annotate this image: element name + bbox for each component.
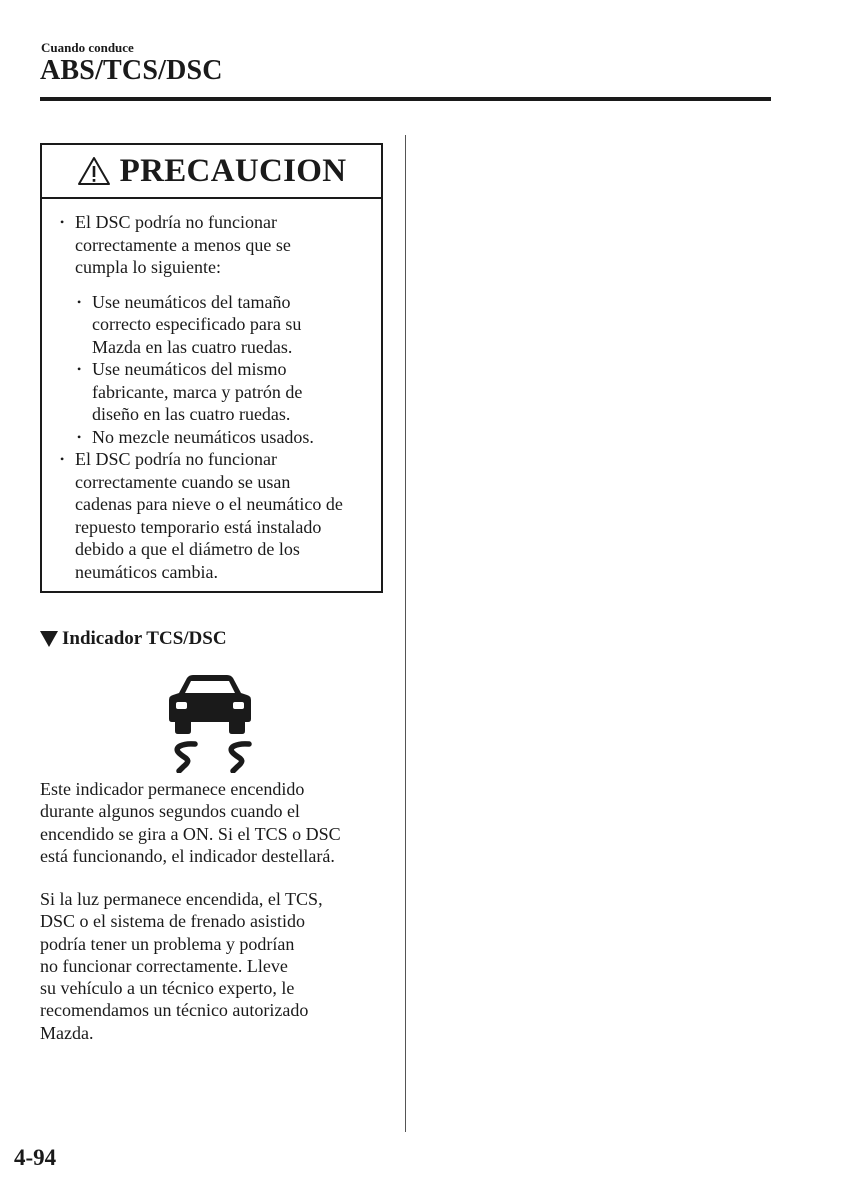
text-line: • Use neumáticos del mismo: [92, 359, 287, 379]
column-divider: [405, 135, 406, 1132]
header-rule: [40, 97, 771, 101]
text-line: durante algunos segundos cuando el: [40, 801, 300, 822]
text-line: está funcionando, el indicador destellará.: [40, 845, 335, 866]
text-line: no funcionar correctamente. Lleve: [40, 955, 288, 976]
text-line: Si la luz permanece encendida, el TCS,: [40, 889, 323, 909]
text-line: • No mezcle neumáticos usados.: [92, 426, 314, 447]
text-line: diseño en las cuatro ruedas.: [92, 404, 291, 424]
text-line: Mazda.: [40, 1022, 94, 1043]
caution-sub-bullet: [77, 358, 375, 426]
triangle-down-icon: [40, 631, 58, 647]
tcs-dsc-skid-car-icon: [165, 673, 255, 773]
indicator-description: [40, 778, 390, 867]
text-line: Este indicador permanece encendido: [40, 779, 305, 799]
text-line: podría tener un problema y podrían: [40, 933, 295, 954]
caution-bullet: [60, 448, 375, 583]
indicator-warning-text: [40, 888, 390, 1044]
text-line: encendido se gira a ON. Si el TCS o DSC: [40, 823, 341, 844]
caution-body: [42, 199, 381, 583]
text-line: correctamente cuando se usan: [75, 471, 291, 492]
text-line: correcto especificado para su: [92, 314, 302, 334]
page-number: 4-94: [14, 1145, 57, 1170]
caution-bullet: [60, 211, 375, 279]
text-line: • El DSC podría no funcionar: [75, 449, 277, 469]
caution-sub-list: [60, 291, 375, 449]
text-line: cadenas para nieve o el neumático de: [75, 494, 343, 514]
text-line: DSC o el sistema de frenado asistido: [40, 911, 305, 932]
section-label: Cuando conduce: [41, 40, 134, 55]
text-line: debido a que el diámetro de los: [75, 539, 300, 559]
text-line: • Use neumáticos del tamaño: [92, 291, 291, 312]
caution-title: PRECAUCION: [119, 152, 347, 189]
text-line: neumáticos cambia.: [75, 561, 218, 582]
text-line: correctamente a menos que se: [75, 234, 291, 255]
caution-sub-bullet: [77, 426, 375, 449]
text-line: fabricante, marca y patrón de: [92, 381, 303, 402]
text-line: su vehículo a un técnico experto, le: [40, 978, 295, 999]
text-line: • El DSC podría no funcionar: [75, 212, 277, 232]
caution-box: [40, 143, 383, 593]
page-title: ABS/TCS/DSC: [40, 55, 223, 86]
caution-header: [42, 145, 381, 199]
text-line: repuesto temporario está instalado: [75, 516, 322, 537]
text-line: cumpla lo siguiente:: [75, 257, 221, 277]
text-line: recomendamos un técnico autorizado: [40, 1000, 309, 1021]
section-heading: [40, 628, 227, 650]
warning-triangle-icon: [77, 156, 111, 186]
section-heading-text: Indicador TCS/DSC: [62, 628, 227, 649]
text-line: Mazda en las cuatro ruedas.: [92, 336, 293, 357]
caution-sub-bullet: [77, 291, 375, 359]
